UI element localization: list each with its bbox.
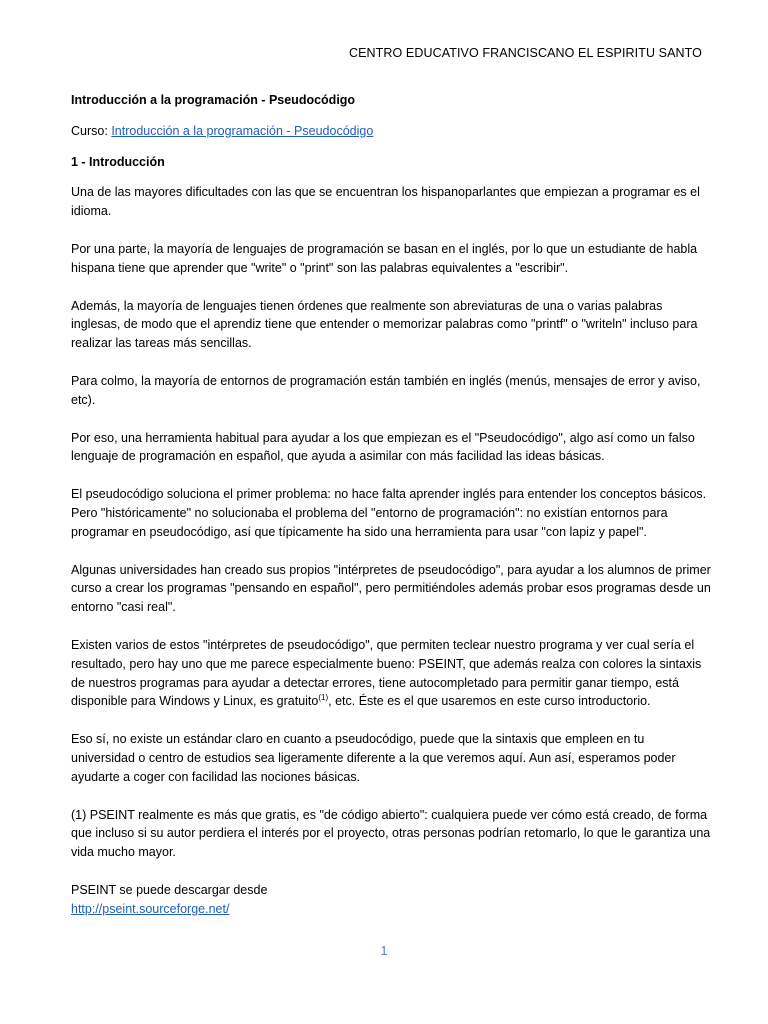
footnote-paragraph: (1) PSEINT realmente es más que gratis, es "de código abierto": cualquiera puede ver cómo está creado, de forma que incluso si su autor perdiera el interés por el proyecto, otras personas podrían retomarlo, lo que le garantiza una vida mucho mayor. <box>71 807 711 860</box>
paragraph-6: El pseudocódigo soluciona el primer problema: no hace falta aprender inglés para entender los conceptos básicos. Pero "históricamente" no solucionaba el problema del "entorno de programación": no existían entornos para programar en pseudocódigo, así que típicamente ha sido una herramienta para usar "con lapiz y papel". <box>71 487 707 539</box>
paragraph-9: Eso sí, no existe un estándar claro en cuanto a pseudocódigo, puede que la sintaxis que empleen en tu universidad o centro de estudios sea ligeramente diferente a la que veremos aquí. Aun así, esperamos poder ayudarte a coger con facilidad las nociones básicas. <box>71 732 676 784</box>
document-title: Introducción a la programación - Pseudocódigo <box>71 93 356 107</box>
course-line <box>71 122 711 141</box>
paragraph-7: Algunas universidades han creado sus propios "intérpretes de pseudocódigo", para ayudar a los alumnos de primer curso a crear los programas "pensando en español", pero permitiéndoles además probar esos programas desde un entorno "casi real". <box>71 562 711 615</box>
paragraph-8-text: Existen varios de estos "intérpretes de pseudocódigo", que permiten teclear nuestro programa y ver cual sería el resultado, pero hay uno que me parece especialmente bueno: PSEINT, que además realza con colores la sintaxis de nuestros programas para ayudar a detectar errores, tiene autocompletado para permitir ganar tiempo, está disponible para Windows y Linux, es gratuito <box>71 637 702 709</box>
section-heading: 1 - Introducción <box>71 154 165 169</box>
paragraph-2: Por una parte, la mayoría de lenguajes de programación se basan en el inglés, por lo que un estudiante de habla hispana tiene que aprender que "write" o "print" son las palabras equivalentes a "escribir". <box>71 241 698 275</box>
footnote-reference: (1) <box>318 693 329 703</box>
page-header: CENTRO EDUCATIVO FRANCISCANO EL ESPIRITU SANTO <box>348 46 702 60</box>
paragraph-8 <box>71 636 711 711</box>
download-line <box>71 900 711 919</box>
paragraph-5: Por eso, una herramienta habitual para ayudar a los que empiezan es el "Pseudocódigo", algo así como un falso lenguaje de programación en español, que ayuda a asimilar con más facilidad las ideas básicas. <box>71 430 695 464</box>
course-link[interactable]: Introducción a la programación - Pseudocódigo <box>111 123 374 138</box>
paragraph-1: Una de las mayores dificultades con las que se encuentran los hispanoparlantes que empiezan a programar es el idioma. <box>71 185 700 219</box>
paragraph-3: Además, la mayoría de lenguajes tienen órdenes que realmente son abreviaturas de una o varias palabras inglesas, de modo que el aprendiz tiene que entender o memorizar palabras como "printf" o "writeln" incluso para realizar las tareas más sencillas. <box>71 298 698 351</box>
paragraph-8-text-end: , etc. Éste es el que usaremos en este curso introductorio. <box>328 694 651 709</box>
download-intro: PSEINT se puede descargar desde <box>71 882 268 897</box>
course-label: Curso: <box>71 123 108 138</box>
document-body <box>71 91 711 919</box>
paragraph-4: Para colmo, la mayoría de entornos de programación están también en inglés (menús, mensajes de error y aviso, etc). <box>71 373 701 407</box>
page-number: 1 <box>380 944 388 958</box>
download-link[interactable]: http://pseint.sourceforge.net/ <box>71 901 230 916</box>
